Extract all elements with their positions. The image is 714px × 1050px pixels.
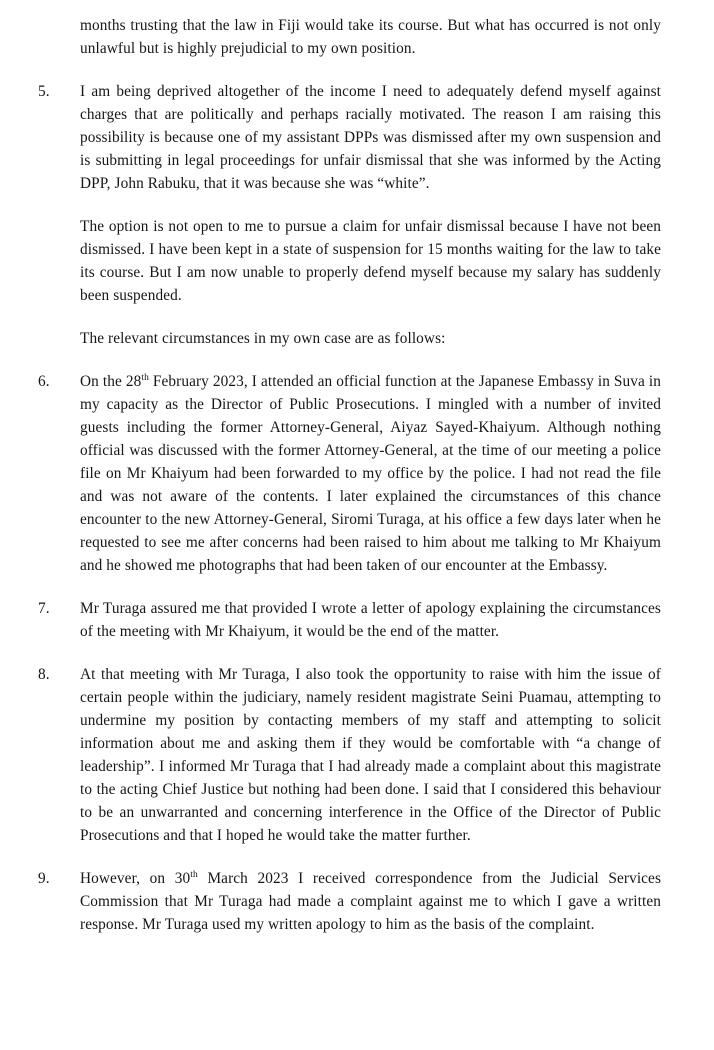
paragraph-number: 8. xyxy=(38,666,50,683)
paragraph-text: At that meeting with Mr Turaga, I also took the opportunity to raise with him the issue of certain people within the judiciary, namely resident magistrate Seini Puamau, attempting to undermine my position by contacting members of my staff and attempting to solicit information about me and asking them if they would be comfortable with “a change of leadership”. I informed Mr Turaga that I had already made a complaint about this magistrate to the acting Chief Justice but nothing had been done. I said that I considered this behaviour to be an unwarranted and concerning interference in the Office of the Director of Public Prosecutions and that I hoped he would take the matter further. xyxy=(80,666,661,844)
paragraph-text: The relevant circumstances in my own case are as follows: xyxy=(80,330,446,347)
paragraph-text: On the 28th February 2023, I attended an official function at the Japanese Embassy in Suva in my capacity as the Director of Public Prosecutions. I mingled with a number of invited guests including the former Attorney-General, Aiyaz Sayed-Khaiyum. Although nothing official was discussed with the former Attorney-General, at the time of our meeting a police file on Mr Khaiyum had been forwarded to my office by the police. I had not read the file and was not aware of the contents. I later explained the circumstances of this chance encounter to the new Attorney-General, Siromi Turaga, at his office a few days later when he requested to see me after concerns had been raised to him about me talking to Mr Khaiyum and he showed me photographs that had been taken of our encounter at the Embassy. xyxy=(80,372,661,574)
paragraph-text: I am being deprived altogether of the income I need to adequately defend myself against charges that are politically and perhaps racially motivated. The reason I am raising this possibility is because one of my assistant DPPs was dismissed after my own suspension and is submitting in legal proceedings for unfair dismissal that she was informed by the Acting DPP, John Rabuku, that it was because she was “white”. xyxy=(80,83,661,192)
paragraph-continuation xyxy=(80,14,661,60)
paragraph-number: 9. xyxy=(38,870,50,887)
paragraph-8 xyxy=(38,663,661,847)
paragraph-6 xyxy=(38,370,661,577)
paragraph-5-unnumbered-b xyxy=(80,327,661,350)
paragraph-number: 5. xyxy=(38,83,50,100)
paragraph-5-unnumbered-a xyxy=(80,215,661,307)
paragraph-9 xyxy=(38,867,662,936)
paragraph-text: months trusting that the law in Fiji would take its course. But what has occurred is not only unlawful but is highly prejudicial to my own position. xyxy=(80,17,661,57)
paragraph-text: Mr Turaga assured me that provided I wrote a letter of apology explaining the circumstances of the meeting with Mr Khaiyum, it would be the end of the matter. xyxy=(80,600,661,640)
paragraph-number: 7. xyxy=(38,600,50,617)
paragraph-text: However, on 30th March 2023 I received correspondence from the Judicial Services Commission that Mr Turaga had made a complaint against me to which I gave a written response. Mr Turaga used my written apology to him as the basis of the complaint. xyxy=(80,869,662,933)
paragraph-number: 6. xyxy=(38,373,50,390)
paragraph-5 xyxy=(38,80,661,195)
paragraph-7 xyxy=(38,597,661,643)
paragraph-text: The option is not open to me to pursue a claim for unfair dismissal because I have not been dismissed. I have been kept in a state of suspension for 15 months waiting for the law to take its course. But I am now unable to properly defend myself because my salary has suddenly been suspended. xyxy=(80,218,661,304)
